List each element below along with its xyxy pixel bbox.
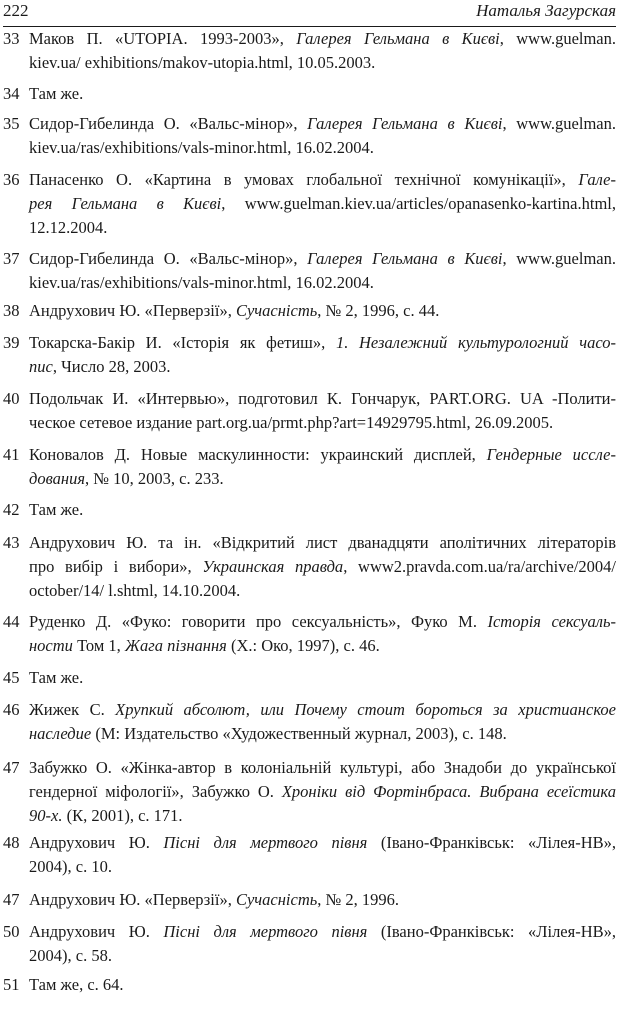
endnote-line	[29, 579, 616, 603]
endnote-line	[29, 112, 616, 136]
endnote	[3, 112, 616, 160]
endnote-text: Там же.	[29, 668, 84, 687]
endnote	[3, 331, 616, 379]
endnote-text: , www2.pravda.com.ua/ra/archive/2004/	[343, 557, 616, 576]
endnote-line	[29, 944, 616, 968]
endnote-line	[29, 168, 616, 192]
endnote-text: Коновалов Д. Новые маскулинности: украинский дисплей,	[29, 445, 487, 464]
endnote-text: kiev.ua/ras/exhibitions/vals-minor.html, 16.02.2004.	[29, 138, 374, 157]
endnote-line	[29, 192, 616, 216]
endnote-number: 39	[3, 333, 20, 352]
endnote-number: 40	[3, 389, 20, 408]
endnote-text: october/14/ l.shtml, 14.10.2004.	[29, 581, 241, 600]
endnote-text: Панасенко О. «Картина в умовах глобальної технічної комунікації»,	[29, 170, 579, 189]
endnote-line	[29, 216, 616, 240]
endnote-line	[29, 804, 616, 828]
endnote-text: 2004), с. 10.	[29, 857, 112, 876]
endnote-italic-text: Сучасність	[235, 301, 318, 320]
endnote-line	[29, 780, 616, 804]
endnote-number: 47	[3, 890, 20, 909]
endnote-text: 2004), с. 58.	[29, 946, 112, 965]
endnote	[3, 443, 616, 491]
endnote	[3, 973, 616, 997]
endnote	[3, 610, 616, 658]
endnote-text: Андрухович Ю. та ін. «Відкритий лист дванадцяти аполітичних літераторів	[29, 533, 616, 552]
endnote-line	[29, 51, 616, 75]
endnote-text: гендерної міфології», Забужко О.	[29, 782, 282, 801]
endnote-text: kiev.ua/ exhibitions/makov-utopia.html, 10.05.2003.	[29, 53, 376, 72]
endnote-text: (М: Издательство «Художественный журнал, 2003), с. 148.	[91, 724, 507, 743]
endnote-number: 45	[3, 668, 20, 687]
endnote-text: , Число 28, 2003.	[52, 357, 171, 376]
endnote-number: 33	[3, 29, 20, 48]
endnote	[3, 888, 616, 912]
endnote-italic-text: Галерея Гельмана в Києві	[307, 249, 503, 268]
endnote-line	[29, 331, 616, 355]
endnote-line	[29, 299, 616, 323]
endnote-line	[29, 387, 616, 411]
endnote-text: Андрухович Ю. «Перверзії»,	[29, 890, 236, 909]
page-number: 222	[3, 1, 29, 20]
endnote-text: Токарска-Бакір И. «Історія як фетиш»,	[29, 333, 336, 352]
endnote-line	[29, 756, 616, 780]
endnote-line	[29, 831, 616, 855]
endnote-italic-text: ности	[29, 636, 73, 655]
endnote	[3, 531, 616, 603]
endnote-italic-text: Пісні для мертвого півня	[163, 922, 368, 941]
endnote-text: Подольчак И. «Интервью», подготовил К. Гончарук, PART.ORG. UA -Полити-	[29, 389, 616, 408]
endnote-text: 12.12.2004.	[29, 218, 108, 237]
endnote	[3, 920, 616, 968]
endnote-line	[29, 467, 616, 491]
endnote-line	[29, 498, 616, 522]
endnote-line	[29, 411, 616, 435]
endnote	[3, 831, 616, 879]
endnote-text: Маков П. «UTOPIA. 1993-2003»,	[29, 29, 297, 48]
endnote-text: kiev.ua/ras/exhibitions/vals-minor.html, 16.02.2004.	[29, 273, 374, 292]
endnote-italic-text: Галерея Гельмана в Києві	[296, 29, 500, 48]
endnote-line	[29, 666, 616, 690]
endnote-text: , www.guelman.	[502, 249, 616, 268]
endnote-number: 44	[3, 612, 20, 631]
endnote-number: 37	[3, 249, 20, 268]
endnote-line	[29, 136, 616, 160]
endnote	[3, 387, 616, 435]
endnote-text: Там же.	[29, 84, 84, 103]
endnote-italic-text: пис	[29, 357, 53, 376]
endnote-italic-text: Хроніки від Фортінбраса. Вибрана есеїстика	[281, 782, 616, 801]
endnote-text: про вибір і вибори»,	[29, 557, 203, 576]
endnote-number: 35	[3, 114, 20, 133]
endnote-number: 42	[3, 500, 20, 519]
endnote-number: 41	[3, 445, 20, 464]
endnote	[3, 498, 616, 522]
endnote-number: 50	[3, 922, 20, 941]
endnote	[3, 666, 616, 690]
endnote-line	[29, 722, 616, 746]
endnote-italic-text: Пісні для мертвого півня	[163, 833, 368, 852]
endnote-number: 48	[3, 833, 20, 852]
endnote-text: Жижек С.	[29, 700, 116, 719]
endnote-italic-text: 90-х.	[29, 806, 63, 825]
endnote-line	[29, 973, 616, 997]
endnote-number: 38	[3, 301, 20, 320]
running-header	[3, 0, 616, 27]
endnote-text: Сидор-Гибелинда О. «Вальс-мінор»,	[29, 114, 308, 133]
endnote-text: Том 1,	[72, 636, 125, 655]
endnote-number: 34	[3, 84, 20, 103]
endnote-italic-text: Украинская правда	[202, 557, 344, 576]
endnote-line	[29, 855, 616, 879]
endnote-line	[29, 531, 616, 555]
endnote-text: (Х.: Око, 1997), с. 46.	[226, 636, 380, 655]
endnote	[3, 756, 616, 828]
endnote-italic-text: 1. Незалежний культурологний часо-	[335, 333, 616, 352]
endnote-italic-text: дования	[29, 469, 86, 488]
endnote-text: Там же, с. 64.	[29, 975, 124, 994]
endnote-text: Андрухович Ю.	[29, 833, 164, 852]
endnote-number: 51	[3, 975, 20, 994]
endnote-line	[29, 698, 616, 722]
endnote-line	[29, 920, 616, 944]
endnote-text: (Івано-Франківськ: «Лілея-НВ»,	[367, 833, 617, 852]
endnote-number: 36	[3, 170, 20, 189]
endnote-text: (К, 2001), с. 171.	[62, 806, 183, 825]
endnote-number: 46	[3, 700, 20, 719]
endnote-italic-text: Гендерные иссле-	[486, 445, 616, 464]
endnote	[3, 82, 616, 106]
endnote	[3, 247, 616, 295]
endnote-text: , № 2, 1996.	[317, 890, 399, 909]
endnote	[3, 698, 616, 746]
endnote-text: , № 2, 1996, с. 44.	[317, 301, 440, 320]
endnote-line	[29, 27, 616, 51]
endnote-line	[29, 443, 616, 467]
endnote-line	[29, 355, 616, 379]
endnote	[3, 27, 616, 75]
endnote-text: , www.guelman.	[502, 114, 616, 133]
endnote-line	[29, 82, 616, 106]
endnote-text: , № 10, 2003, с. 233.	[85, 469, 224, 488]
endnote-italic-text: Сучасність	[235, 890, 318, 909]
endnote-italic-text: наследие	[29, 724, 92, 743]
endnote-text: , www.guelman.	[499, 29, 617, 48]
endnote-text: ческое сетевое издание part.org.ua/prmt.php?art=14929795.html, 26.09.2005.	[29, 413, 554, 432]
endnote-italic-text: Історія сексуаль-	[487, 612, 616, 631]
endnote-text: Забужко О. «Жінка-автор в колоніальній культурі, або Знадоби до української	[29, 758, 616, 777]
endnote-number: 43	[3, 533, 20, 552]
endnote-text: Там же.	[29, 500, 84, 519]
endnote-italic-text: Хрупкий абсолют, или Почему стоит бороться за христианское	[115, 700, 616, 719]
running-title: Наталья Загурская	[476, 1, 616, 20]
endnote-line	[29, 634, 616, 658]
endnote-line	[29, 555, 616, 579]
endnote-line	[29, 271, 616, 295]
endnote-line	[29, 888, 616, 912]
endnote-text: Сидор-Гибелинда О. «Вальс-мінор»,	[29, 249, 308, 268]
endnote-italic-text: Жага пізнання	[124, 636, 227, 655]
endnote-text: (Івано-Франківськ: «Лілея-НВ»,	[367, 922, 617, 941]
endnote-line	[29, 610, 616, 634]
endnote-text: , www.guelman.kiev.ua/articles/opanasenko-kartina.html,	[221, 194, 616, 213]
endnote-italic-text: Галерея Гельмана в Києві	[307, 114, 503, 133]
endnote	[3, 168, 616, 240]
endnote-text: Руденко Д. «Фуко: говорити про сексуальність», Фуко М.	[29, 612, 488, 631]
endnote-text: Андрухович Ю.	[29, 922, 164, 941]
endnote	[3, 299, 616, 323]
endnote-italic-text: Гале-	[578, 170, 616, 189]
endnote-line	[29, 247, 616, 271]
endnote-text: Андрухович Ю. «Перверзії»,	[29, 301, 236, 320]
endnote-number: 47	[3, 758, 20, 777]
endnote-italic-text: рея Гельмана в Києві	[29, 194, 222, 213]
